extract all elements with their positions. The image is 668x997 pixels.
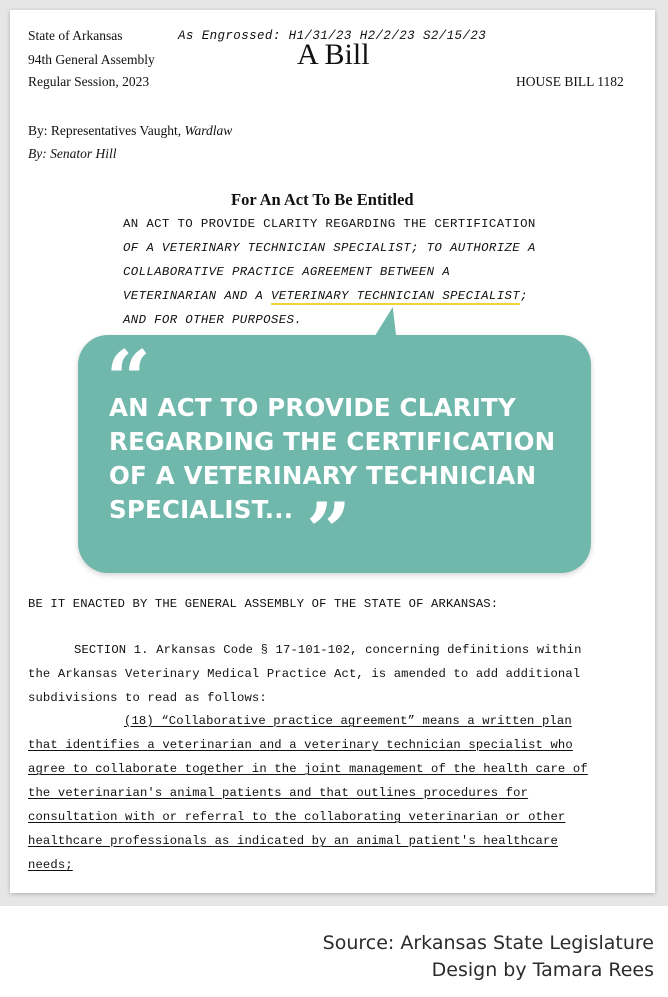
house-sponsors bbox=[28, 123, 232, 139]
definition-line: consultation with or referral to the collaborating veterinarian or other bbox=[28, 810, 566, 824]
highlighted-phrase: VETERINARY TECHNICIAN SPECIALIST bbox=[270, 289, 521, 303]
act-line-suffix: ; bbox=[520, 289, 528, 303]
engrossed-dates: As Engrossed: H1/31/23 H2/2/23 S2/15/23 bbox=[178, 29, 487, 43]
house-sponsor-italic: Wardlaw bbox=[184, 123, 233, 138]
senate-sponsor: By: Senator Hill bbox=[28, 146, 117, 161]
definition-line: agree to collaborate together in the joint management of the health care of bbox=[28, 762, 588, 776]
act-line: AND FOR OTHER PURPOSES. bbox=[123, 313, 303, 327]
definition-line: healthcare professionals as indicated by an animal patient's healthcare bbox=[28, 834, 558, 848]
state-name: State of Arkansas bbox=[28, 28, 123, 43]
house-sponsors-names: By: Representatives Vaught, bbox=[28, 123, 185, 138]
definition-line: (18) “Collaborative practice agreement” means a written plan bbox=[124, 714, 572, 728]
act-line: OF A VETERINARY TECHNICIAN SPECIALIST; TO AUTHORIZE A bbox=[123, 241, 536, 255]
quote-callout bbox=[78, 334, 591, 577]
section-line: subdivisions to read as follows: bbox=[28, 691, 267, 705]
callout-line: OF A VETERINARY TECHNICIAN bbox=[109, 461, 537, 490]
act-heading: For An Act To Be Entitled bbox=[231, 190, 414, 209]
bill-number: HOUSE BILL 1182 bbox=[516, 74, 624, 89]
act-line-prefix: VETERINARIAN AND A bbox=[123, 289, 271, 303]
callout-line: AN ACT TO PROVIDE CLARITY bbox=[109, 393, 516, 422]
act-line: COLLABORATIVE PRACTICE AGREEMENT BETWEEN A bbox=[123, 265, 450, 279]
definition-line: the veterinarian's animal patients and that outlines procedures for bbox=[28, 786, 529, 800]
act-line: AN ACT TO PROVIDE CLARITY REGARDING THE CERTIFICATION bbox=[123, 217, 536, 231]
definition-line: needs; bbox=[28, 858, 73, 872]
enacting-clause: BE IT ENACTED BY THE GENERAL ASSEMBLY OF THE STATE OF ARKANSAS: bbox=[28, 597, 499, 611]
session-label: Regular Session, 2023 bbox=[28, 74, 150, 89]
act-line bbox=[123, 289, 528, 303]
section-line: SECTION 1. Arkansas Code § 17-101-102, concerning definitions within bbox=[74, 643, 582, 657]
definition-line: that identifies a veterinarian and a veterinary technician specialist who bbox=[28, 738, 573, 752]
general-assembly: 94th General Assembly bbox=[28, 52, 155, 67]
callout-line: SPECIALIST... bbox=[109, 495, 294, 524]
callout-line: REGARDING THE CERTIFICATION bbox=[109, 427, 556, 456]
close-quote-icon: ” bbox=[306, 486, 351, 577]
bill-title: A Bill bbox=[297, 38, 370, 71]
credits bbox=[323, 930, 654, 984]
source-credit: Source: Arkansas State Legislature bbox=[322, 932, 654, 954]
open-quote-icon: “ bbox=[106, 334, 151, 425]
section-line: the Arkansas Veterinary Medical Practice Act, is amended to add additional bbox=[28, 667, 581, 681]
design-credit: Design by Tamara Rees bbox=[431, 959, 654, 981]
